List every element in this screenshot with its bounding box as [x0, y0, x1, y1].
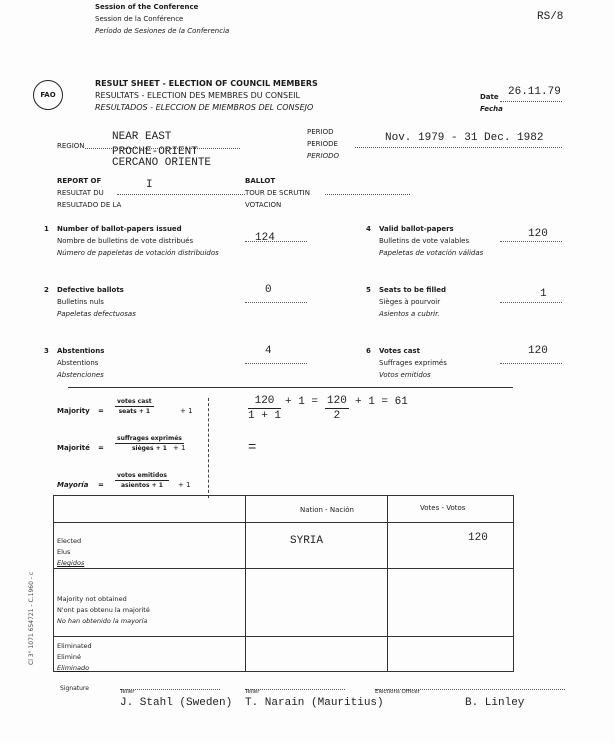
calc-numerator-2: 120 — [327, 395, 347, 407]
row-label: Elegidos — [57, 559, 85, 567]
item-number: 2 — [44, 286, 49, 294]
item-label: Suffrages exprimés — [379, 359, 447, 367]
signature-name: T. Narain (Mauritius) — [245, 697, 384, 709]
item-value: 124 — [255, 232, 275, 244]
brace-divider — [208, 398, 209, 498]
region-es: CERCANO ORIENTE — [112, 157, 212, 169]
item-number: 1 — [44, 225, 49, 233]
item-label: Abstentions — [57, 347, 105, 355]
plus-one: + 1 — [180, 407, 193, 415]
equals-sign: = — [98, 444, 104, 452]
item-label: Number of ballot-papers issued — [57, 225, 182, 233]
item-number: 3 — [44, 347, 49, 355]
row-nation: SYRIA — [290, 535, 324, 547]
form-code: Cl 3° 1071 654721 - C.1960 - c — [28, 571, 35, 665]
item-label: Asientos a cubrir. — [379, 310, 440, 318]
region-en: NEAR EAST — [112, 131, 172, 143]
item-label: Abstenciones — [57, 371, 104, 379]
row-votes: 120 — [468, 532, 488, 544]
report-label-fr: RESULTAT DU — [57, 189, 104, 197]
calc-equals-2: = — [248, 440, 257, 456]
equals-sign: = — [98, 407, 104, 415]
row-label: Elus — [57, 548, 71, 556]
equals-sign: = — [98, 481, 104, 489]
period-label-es: PERIODO — [307, 152, 339, 160]
majority-numerator: suffrages exprimés — [117, 435, 182, 442]
signature-name: J. Stahl (Sweden) — [120, 697, 233, 709]
plus-one: + 1 — [173, 444, 186, 452]
calc-numerator-1: 120 — [248, 395, 281, 409]
header-nation: Nation - Nación — [300, 506, 354, 514]
item-number: 6 — [366, 347, 371, 355]
item-label: Abstentions — [57, 359, 99, 367]
ballot-label-en: BALLOT — [245, 177, 276, 185]
majority-numerator: votos emitidos — [117, 472, 167, 479]
item-label: Defective ballots — [57, 286, 124, 294]
item-value: 1 — [540, 288, 547, 300]
item-label: Votos emitidos — [379, 371, 431, 379]
header-votes: Votes - Votos — [420, 504, 466, 512]
majority-denominator: seats + 1 — [118, 408, 151, 415]
item-label: Valid ballot-papers — [379, 225, 454, 233]
calc-denominator-2: 2 — [333, 410, 341, 422]
row-label: No han obtenido la mayoría — [57, 617, 148, 625]
date-label: Date — [480, 93, 499, 101]
item-label: Papeletas defectuosas — [57, 310, 136, 318]
item-label: Papeletas de votación válidas — [379, 249, 484, 257]
ballot-label-fr: TOUR DE SCRUTIN — [245, 189, 310, 197]
report-label-es: RESULTADO DE LA — [57, 201, 122, 209]
item-number: 4 — [366, 225, 371, 233]
calc-result: + 1 = 61 — [355, 396, 408, 408]
region-label: REGION — [57, 142, 85, 150]
report-label-en: REPORT OF — [57, 177, 102, 185]
date-label-es: Fecha — [480, 105, 503, 113]
period-label-en: PERIOD — [307, 128, 334, 136]
fao-logo: FAO — [33, 80, 63, 110]
row-label: Eliminé — [57, 653, 81, 661]
majority-denominator: sièges + 1 — [131, 445, 167, 452]
title-es: RESULTADOS - ELECCION DE MIEMBROS DEL CONSEJO — [95, 103, 314, 112]
period-label-fr: PERIODE — [307, 140, 338, 148]
region-fr: PROCHE-ORIENT — [112, 146, 198, 158]
row-label: N'ont pas obtenu la majorité — [57, 606, 150, 614]
item-label: Votes cast — [379, 347, 420, 355]
row-label: Eliminated — [57, 642, 92, 650]
item-label: Seats to be filled — [379, 286, 446, 294]
majority-label: Mayoría — [57, 481, 89, 489]
calc-denominator-1: 1 + 1 — [248, 410, 282, 422]
signature-role: Teller — [245, 689, 260, 695]
majority-denominator: asientos + 1 — [121, 482, 163, 489]
item-label: Sièges à pourvoir — [379, 298, 441, 306]
majority-label: Majorité — [57, 444, 90, 452]
session-en: Session of the Conference — [95, 3, 199, 11]
reference-number: RS/8 — [537, 11, 564, 23]
item-value: 120 — [528, 228, 548, 240]
item-label: Bulletins de vote valables — [379, 237, 470, 245]
item-label: Bulletins nuls — [57, 298, 104, 306]
signature-role: Elections Officer — [375, 689, 420, 695]
calc-middle: + 1 = — [285, 396, 319, 408]
item-number: 5 — [366, 286, 371, 294]
majority-label: Majority — [57, 407, 90, 415]
row-label: Majority not obtained — [57, 595, 127, 603]
title-fr: RESULTATS - ELECTION DES MEMBRES DU CONSEIL — [95, 91, 300, 100]
session-fr: Session de la Conférence — [95, 15, 184, 23]
signature-name: B. Linley — [465, 697, 525, 709]
row-label: Elected — [57, 537, 82, 545]
item-value: 0 — [265, 284, 272, 296]
date-value: 26.11.79 — [508, 86, 561, 98]
item-label: Nombre de bulletins de vote distribués — [57, 237, 194, 245]
title-en: RESULT SHEET - ELECTION OF COUNCIL MEMBERS — [95, 79, 318, 88]
ballot-number: I — [146, 179, 153, 191]
session-es: Período de Sesiones de la Conferencia — [95, 27, 230, 35]
signature-label: Signature — [60, 685, 89, 692]
row-label: Eliminado — [57, 664, 90, 672]
item-value: 120 — [528, 345, 548, 357]
item-label: Número de papeletas de votación distribuidos — [57, 249, 219, 257]
period-value: Nov. 1979 - 31 Dec. 1982 — [385, 132, 544, 144]
majority-numerator: votes cast — [117, 398, 152, 405]
plus-one: + 1 — [178, 481, 191, 489]
item-value: 4 — [265, 345, 272, 357]
ballot-label-es: VOTACION — [245, 201, 282, 209]
signature-role: Teller — [120, 689, 135, 695]
